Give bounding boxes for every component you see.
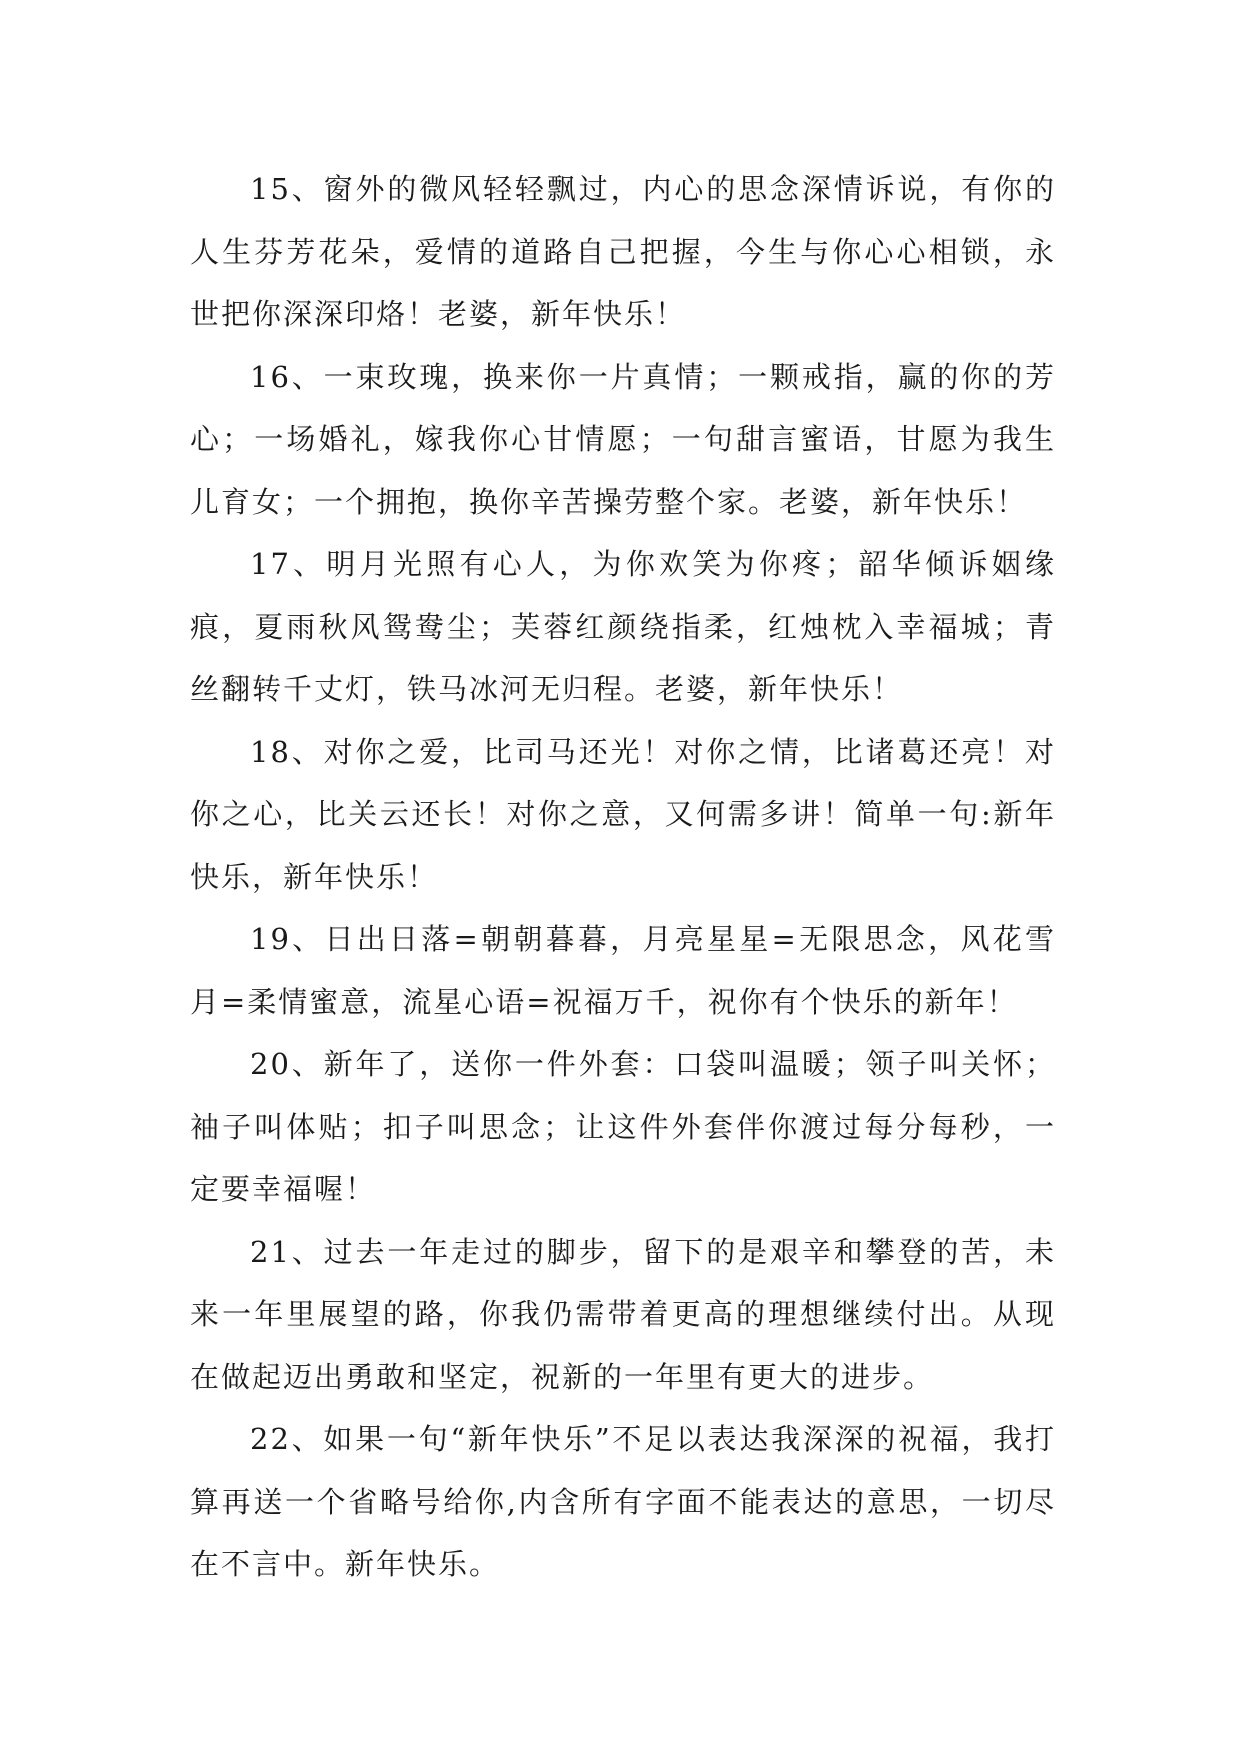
paragraph-20: 20、新年了，送你一件外套：口袋叫温暖；领子叫关怀；袖子叫体贴；扣子叫思念；让这件外套伴你渡过每分每秒，一定要幸福喔！: [190, 1047, 1056, 1206]
paragraph-16: 16、一束玫瑰，换来你一片真情；一颗戒指，赢的你的芳心；一场婚礼，嫁我你心甘情愿；一句甜言蜜语，甘愿为我生儿育女；一个拥抱，换你辛苦操劳整个家。老婆，新年快乐！: [190, 359, 1056, 519]
paragraph-22: 22、如果一句“新年快乐”不足以表达我深深的祝福，我打算再送一个省略号给你,内含所有字面不能表达的意思，一切尽在不言中。新年快乐。: [190, 1422, 1056, 1581]
paragraph-18: 18、对你之爱，比司马还光！对你之情，比诸葛还亮！对你之心，比关云还长！对你之意，又何需多讲！简单一句:新年快乐，新年快乐！: [190, 734, 1056, 894]
paragraph-21: 21、过去一年走过的脚步，留下的是艰辛和攀登的苦，未来一年里展望的路，你我仍需带着更高的理想继续付出。从现在做起迈出勇敢和坚定，祝新的一年里有更大的进步。: [190, 1234, 1056, 1394]
document-body: [190, 158, 1056, 1596]
paragraph-17: 17、明月光照有心人，为你欢笑为你疼；韶华倾诉姻缘痕，夏雨秋风鸳鸯尘；芙蓉红颜绕指柔，红烛枕入幸福城；青丝翻转千丈灯，铁马冰河无归程。老婆，新年快乐！: [190, 547, 1056, 706]
paragraph-19: 19、日出日落=朝朝暮暮，月亮星星=无限思念，风花雪月=柔情蜜意，流星心语=祝福万千，祝你有个快乐的新年！: [190, 922, 1056, 1019]
paragraph-15: 15、窗外的微风轻轻飘过，内心的思念深情诉说，有你的人生芬芳花朵，爱情的道路自己把握，今生与你心心相锁，永世把你深深印烙！老婆，新年快乐！: [190, 172, 1056, 331]
